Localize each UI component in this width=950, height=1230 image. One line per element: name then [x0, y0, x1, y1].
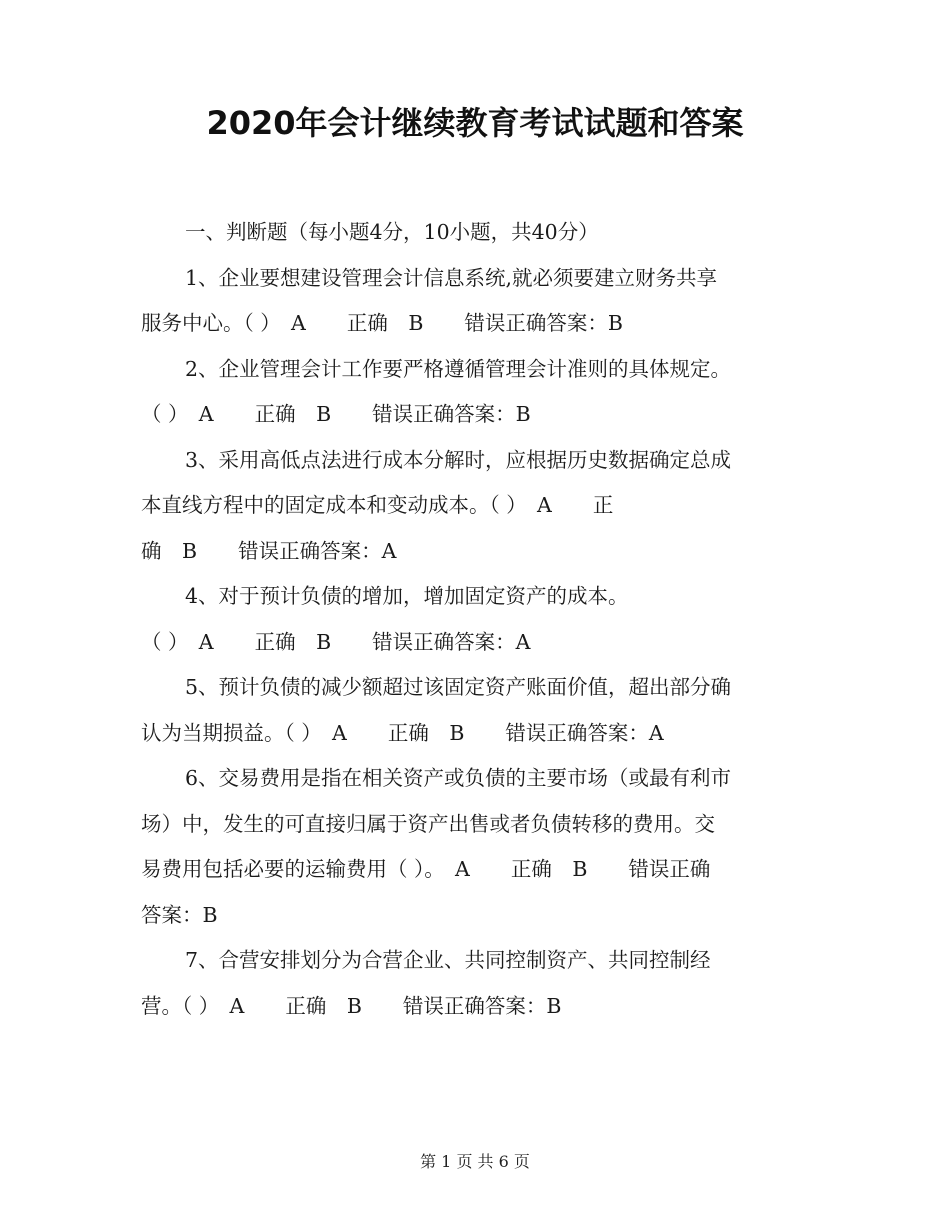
question-3 [141, 438, 809, 575]
question-line: 答案：B [141, 902, 218, 927]
question-line: 本直线方程中的固定成本和变动成本。（ ） A 正 [141, 493, 614, 517]
question-line: 易费用包括必要的运输费用（ ）。 A 正确 B 错误正确 [141, 857, 711, 881]
question-line: 5、预计负债的减少额超过该固定资产账面价值，超出部分确 [185, 675, 732, 699]
section-heading: 一、判断题（每小题4分，10小题，共40分） [185, 220, 599, 244]
document-title: 2020年会计继续教育考试试题和答案 [206, 104, 744, 142]
question-5 [141, 665, 809, 756]
question-line: 6、交易费用是指在相关资产或负债的主要市场（或最有利市 [185, 766, 732, 790]
question-line: 营。（ ） A 正确 B 错误正确答案：B [141, 993, 562, 1018]
question-line: 4、对于预计负债的增加，增加固定资产的成本。 [185, 584, 629, 608]
page-number: 第 1 页 共 6 页 [420, 1152, 530, 1171]
question-2 [141, 347, 809, 438]
question-1 [141, 256, 809, 347]
question-line: 场）中，发生的可直接归属于资产出售或者负债转移的费用。交 [141, 811, 715, 836]
document-body [141, 210, 809, 1029]
question-line: 7、合营安排划分为合营企业、共同控制资产、共同控制经 [185, 948, 711, 972]
question-4 [141, 574, 809, 665]
question-line: 服务中心。（ ） A 正确 B 错误正确答案：B [141, 311, 623, 335]
question-line: 1、企业要想建设管理会计信息系统,就必须要建立财务共享 [185, 265, 718, 290]
question-7 [141, 938, 809, 1029]
question-line: （ ） A 正确 B 错误正确答案：B [141, 402, 531, 426]
question-line: 3、采用高低点法进行成本分解时，应根据历史数据确定总成 [185, 447, 732, 472]
question-line: 2、企业管理会计工作要严格遵循管理会计准则的具体规定。 [185, 356, 732, 381]
question-line: （ ） A 正确 B 错误正确答案：A [141, 629, 531, 654]
question-6 [141, 756, 809, 938]
question-line: 确 B 错误正确答案：A [141, 538, 397, 563]
question-line: 认为当期损益。（ ） A 正确 B 错误正确答案：A [141, 720, 664, 745]
